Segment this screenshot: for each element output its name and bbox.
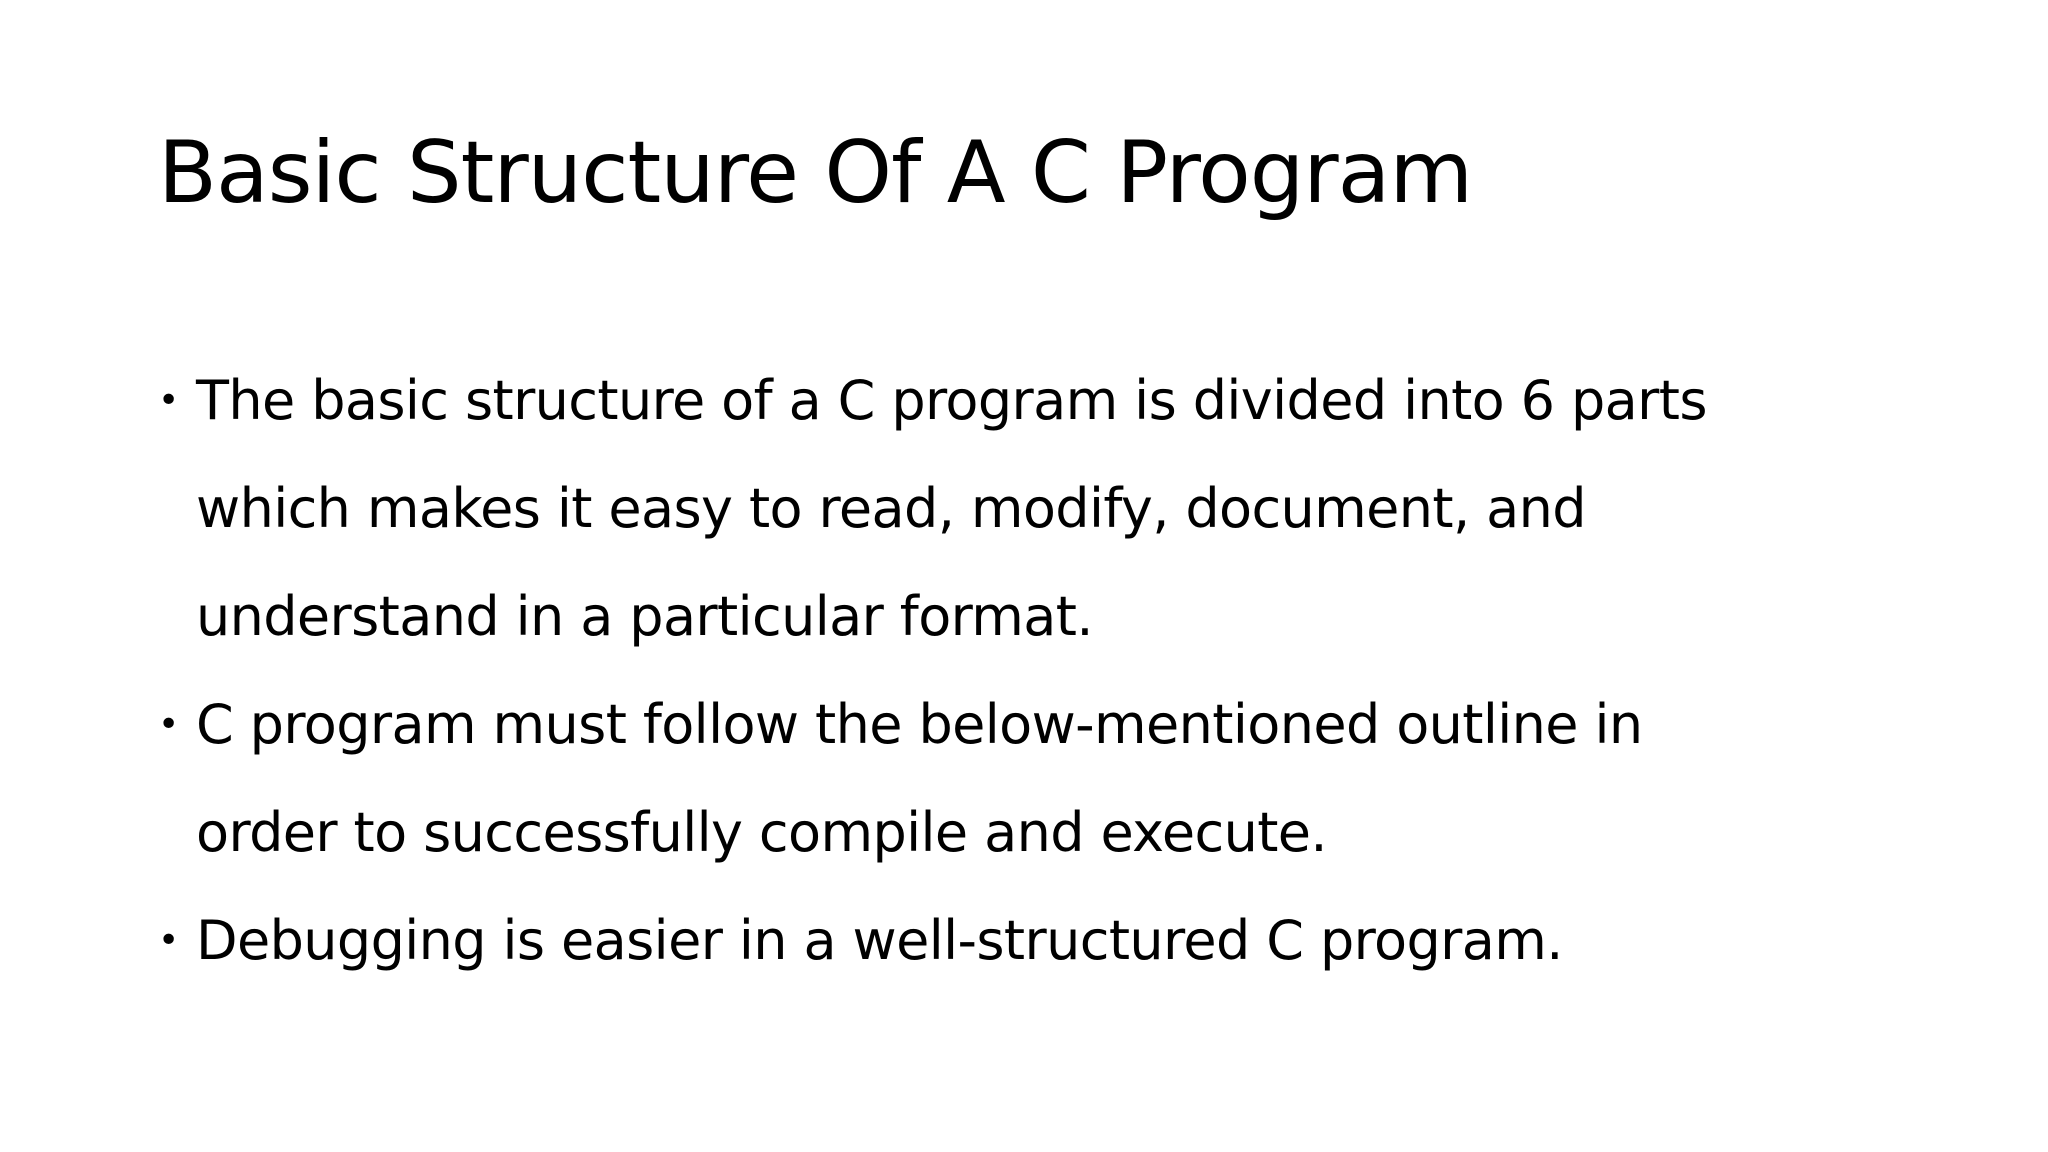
bullet-line: understand in a particular format. — [196, 585, 1093, 648]
bullet-item — [158, 347, 1858, 671]
bullet-line: Debugging is easier in a well-structured C program. — [196, 909, 1563, 972]
bullet-line: order to successfully compile and execute. — [196, 801, 1327, 864]
bullet-line: The basic structure of a C program is divided into 6 parts — [196, 369, 1707, 432]
bullet-dot-icon: • — [158, 704, 179, 745]
bullet-line: which makes it easy to read, modify, document, and — [196, 477, 1586, 540]
bullet-dot-icon: • — [158, 380, 179, 421]
bullet-item — [158, 671, 1858, 887]
bullet-list — [158, 347, 1858, 995]
bullet-item — [158, 887, 1858, 995]
bullet-dot-icon: • — [158, 920, 179, 961]
slide-title: Basic Structure Of A C Program — [158, 123, 1473, 223]
bullet-line: C program must follow the below-mentioned outline in — [196, 693, 1643, 756]
